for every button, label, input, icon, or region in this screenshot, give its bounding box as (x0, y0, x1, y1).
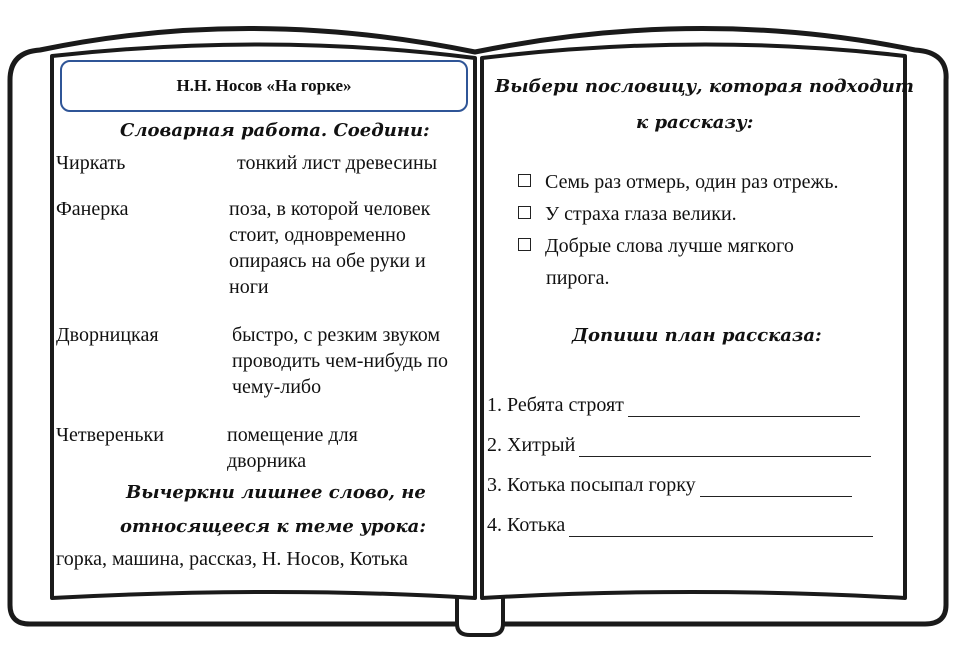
proverb-option-1[interactable]: Семь раз отмерь, один раз отрежь. (518, 166, 838, 198)
definition-1: тонкий лист древесины (237, 152, 438, 174)
word-3: Дворницкая (56, 324, 159, 346)
strike-words: горка, машина, рассказ, Н. Носов, Котька (56, 548, 408, 570)
proverb-option-2[interactable]: У страха глаза велики. (518, 198, 737, 230)
proverb-heading-line1: Выбери пословицу, которая подходит (495, 76, 914, 97)
answer-line[interactable] (700, 478, 852, 497)
definition-3: быстро, с резким звуком проводить чем-нибудь по чему-либо (232, 324, 448, 398)
plan-item-2[interactable]: 2. Хитрый (487, 434, 871, 457)
vocab-heading: Словарная работа. Соедини: (120, 120, 430, 141)
checkbox-icon[interactable] (518, 174, 531, 187)
title-box (60, 60, 468, 112)
answer-line[interactable] (579, 438, 871, 457)
word-1: Чиркать (56, 152, 126, 174)
book-spine-tab (457, 598, 503, 635)
definition-4: помещение для дворника (227, 424, 358, 472)
plan-item-4[interactable]: 4. Котька (487, 514, 873, 537)
strike-heading-line1: Вычеркни лишнее слово, не (126, 482, 426, 503)
strike-heading-line2: относящееся к теме урока: (120, 516, 426, 537)
plan-item-3[interactable]: 3. Котька посыпал горку (487, 474, 852, 497)
proverb-option-3[interactable]: Добрые слова лучше мягкого (518, 230, 794, 262)
answer-line[interactable] (628, 398, 860, 417)
proverb-heading-line2: к рассказу: (636, 112, 754, 133)
plan-item-1[interactable]: 1. Ребята строят (487, 394, 860, 417)
word-4: Четвереньки (56, 424, 164, 446)
plan-heading: Допиши план рассказа: (572, 325, 822, 346)
checkbox-icon[interactable] (518, 238, 531, 251)
definition-2: поза, в которой человек стоит, одновременно опираясь на обе руки и ноги (229, 198, 431, 298)
proverb-option-3-continued: пирога. (546, 267, 610, 289)
page-title: Н.Н. Носов «На горке» (176, 76, 352, 95)
answer-line[interactable] (569, 518, 873, 537)
checkbox-icon[interactable] (518, 206, 531, 219)
word-2: Фанерка (56, 198, 129, 220)
